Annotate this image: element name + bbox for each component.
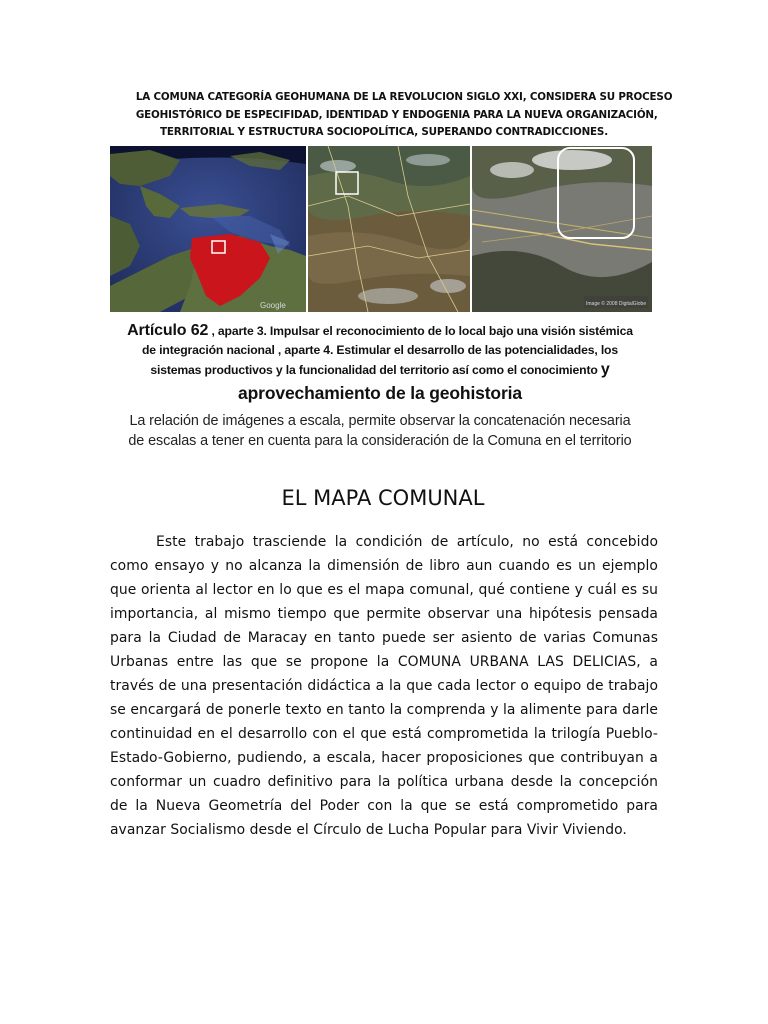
article-line-3: [110, 360, 650, 380]
top-heading-line-3: TERRITORIAL Y ESTRUCTURA SOCIOPOLÍTICA, SUPERANDO CONTRADICCIONES.: [160, 125, 608, 138]
article-title: Artículo 62: [127, 322, 209, 339]
article-line-4: aprovechamiento de la geohistoria: [238, 383, 522, 403]
article-62-block: [110, 321, 650, 406]
article-line-3-main: sistemas productivos y la funcionalidad del territorio así como el conocimiento: [150, 363, 601, 377]
article-line-1-rest: , aparte 3. Impulsar el reconocimiento de lo local bajo una visión sistémica: [208, 324, 633, 338]
top-heading: [135, 88, 673, 141]
globe-map-image: [110, 146, 306, 312]
section-title: EL MAPA COMUNAL: [281, 486, 485, 510]
top-heading-line-1: LA COMUNA CATEGORÍA GEOHUMANA DE LA REVOLUCION SIGLO XXI, CONSIDERA SU PROCESO: [135, 90, 673, 103]
imagery-credit: Image © 2008 DigitalGlobe: [586, 301, 647, 307]
article-line-3-y: y: [600, 361, 610, 378]
body-paragraph: Este trabajo trasciende la condición de artículo, no está concebido como ensayo y no alcanza la dimensión de libro aun cuando es un ejemplo que orienta al lector en lo que es el mapa comunal, qué contiene y cuál es su importancia, al mismo tiempo que permite observar una hipótesis pensada para la Ciudad de Maracay en tanto puede ser asiento de varias Comunas Urbanas entre las que se propone la COMUNA URBANA LAS DELICIAS, a través de una presentación didáctica a la que cada lector o equipo de trabajo se encargará de ponerle texto en tanto la comprenda y la alimente para darle continuidad en el desarrollo con el que está comprometida la trilogía Pueblo-Estado-Gobierno, pudiendo, a escala, hacer proposiciones que contribuyan a conformar un cuadro definitivo para la política urbana desde la concepción de la Nueva Geometría del Poder con la que se está comprometido para avanzar Socialismo desde el Círculo de Lucha Popular para Vivir Viviendo.: [110, 534, 658, 838]
scale-note-line-2: de escalas a tener en cuenta para la consideración de la Comuna en el territorio: [128, 433, 632, 449]
article-line-2: de integración nacional , aparte 4. Estimular el desarrollo de las potencialidades, los: [142, 343, 618, 357]
regional-satellite-image: [308, 146, 470, 312]
satellite-image-strip: [110, 146, 652, 312]
scale-note: [110, 411, 650, 451]
scale-note-line-1: La relación de imágenes a escala, permite observar la concatenación necesaria: [129, 413, 631, 429]
google-watermark: Google: [260, 301, 286, 310]
city-satellite-image: [472, 146, 652, 312]
top-heading-line-2: GEOHISTÓRICO DE ESPECIFIDAD, IDENTIDAD Y ENDOGENIA PARA LA NUEVA ORGANIZACIÓN,: [135, 107, 658, 121]
article-line-1: [110, 321, 650, 341]
